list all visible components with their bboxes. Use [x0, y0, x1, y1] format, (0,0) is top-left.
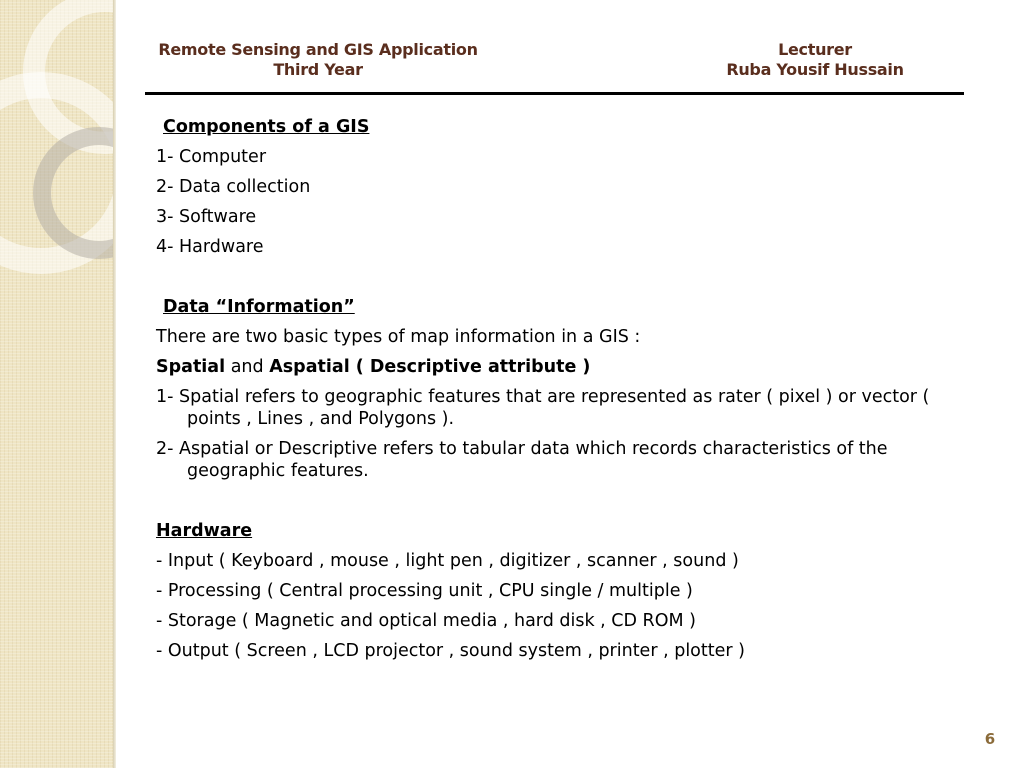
sidebar-edge: [113, 0, 116, 768]
course-year: Third Year: [273, 60, 363, 79]
hardware-heading: Hardware: [156, 521, 253, 541]
spacer: [156, 486, 986, 516]
data-point-aspatial: 2- Aspatial or Descriptive refers to tabular data which records characteristics of the geographic features.: [156, 439, 888, 481]
list-item: 3- Software: [156, 207, 257, 227]
aspatial-label: Aspatial ( Descriptive attribute ): [269, 357, 591, 377]
page-number: 6: [984, 730, 996, 748]
data-information-heading: Data “Information”: [163, 297, 355, 317]
header-course-block: [138, 40, 498, 80]
list-item: - Storage ( Magnetic and optical media , hard disk , CD ROM ): [156, 611, 696, 631]
spacer: [156, 262, 986, 292]
and-text: and: [230, 357, 264, 377]
lecturer-name: Ruba Yousif Hussain: [726, 60, 904, 79]
data-intro: There are two basic types of map information in a GIS :: [156, 327, 641, 347]
spatial-label: Spatial: [156, 357, 226, 377]
decorative-sidebar: [0, 0, 113, 768]
list-item: - Input ( Keyboard , mouse , light pen , digitizer , scanner , sound ): [156, 551, 739, 571]
list-item: 2- Data collection: [156, 177, 311, 197]
header-divider: [145, 92, 964, 95]
header-lecturer-block: [700, 40, 930, 80]
list-item: 1- Computer: [156, 147, 267, 167]
list-item: - Output ( Screen , LCD projector , sound system , printer , plotter ): [156, 641, 745, 661]
course-title: Remote Sensing and GIS Application: [158, 40, 478, 59]
components-heading: Components of a GIS: [163, 117, 370, 137]
lecturer-label: Lecturer: [778, 40, 852, 59]
data-types-line: [156, 352, 986, 382]
slide-content: [156, 112, 986, 666]
list-item: - Processing ( Central processing unit , CPU single / multiple ): [156, 581, 693, 601]
list-item: 4- Hardware: [156, 237, 264, 257]
data-point-spatial: 1- Spatial refers to geographic features that are represented as rater ( pixel ) or vector ( points , Lines , and Polygons ).: [156, 387, 930, 429]
